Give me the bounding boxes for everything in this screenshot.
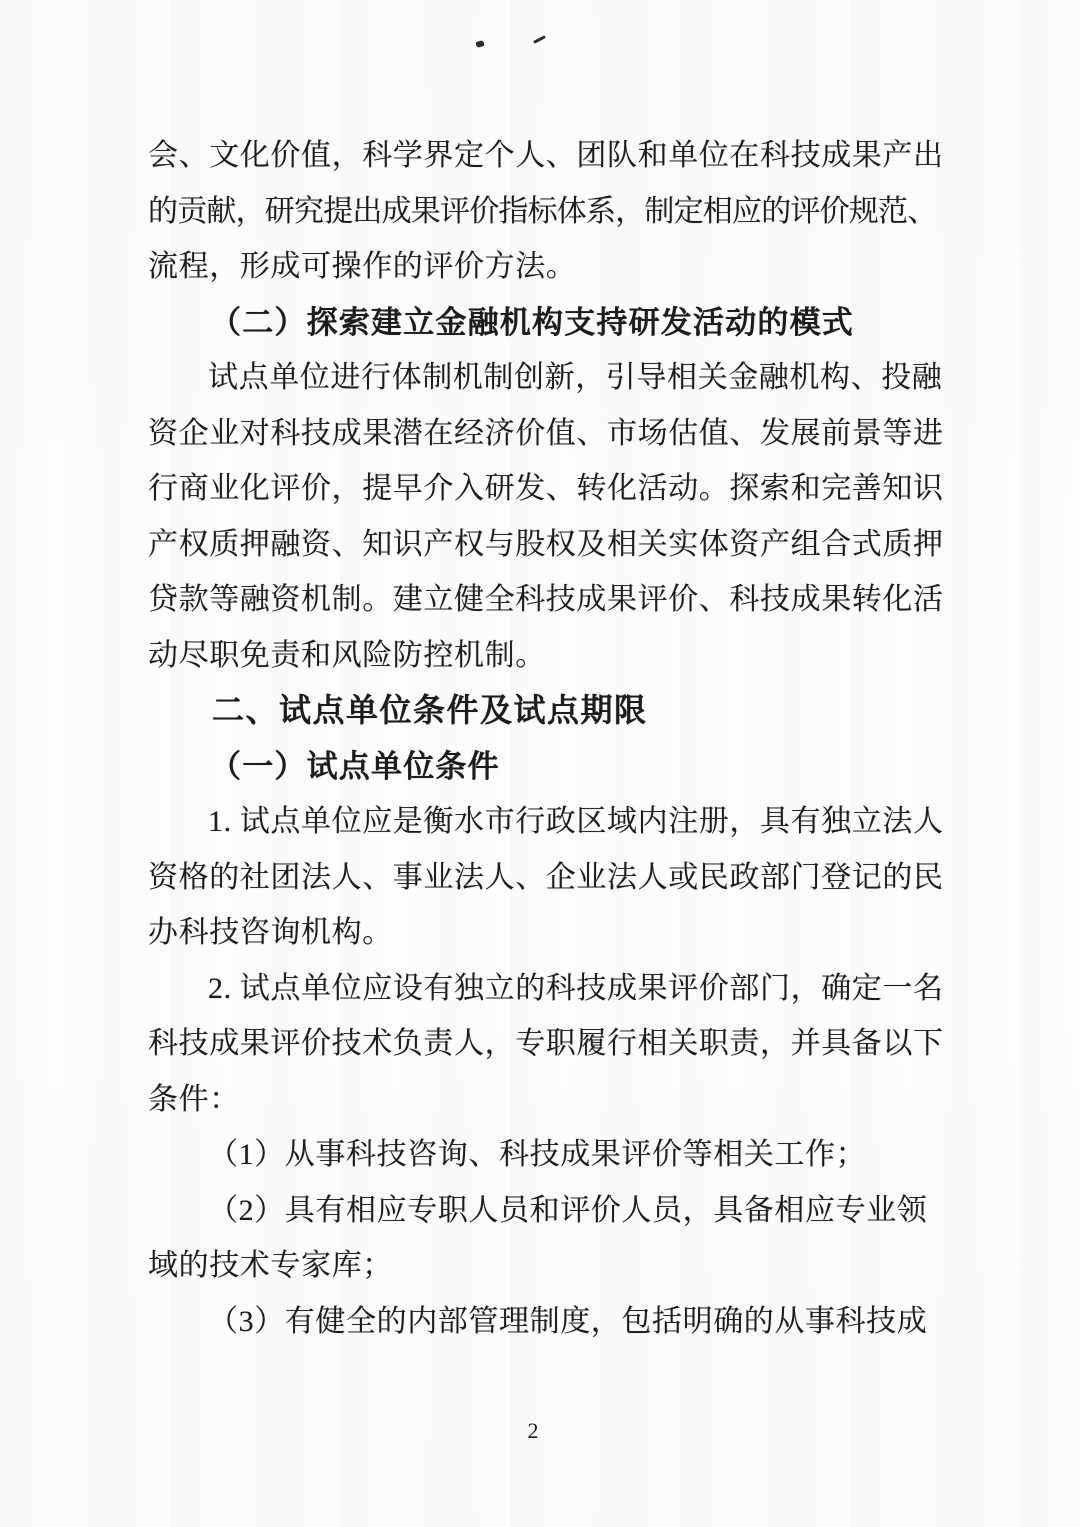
text-line: 办科技咨询机构。: [148, 916, 393, 949]
text-line: 科技成果评价技术负责人，专职履行相关职责，并具备以下: [148, 1027, 944, 1060]
text-line: （3）有健全的内部管理制度，包括明确的从事科技成: [208, 1304, 928, 1338]
text-line: 的贡献，研究提出成果评价指标体系，制定相应的评价规范、: [148, 194, 937, 228]
subsection-heading: （一）试点单位条件: [210, 748, 500, 784]
section-heading: 二、试点单位条件及试点期限: [212, 692, 648, 728]
ink-stroke-icon: [533, 35, 546, 44]
ink-speck-icon: [475, 40, 485, 48]
text-line: 贷款等融资机制。建立健全科技成果评价、科技成果转化活: [148, 583, 944, 616]
text-line: 试点单位进行体制机制创新，引导相关金融机构、投融: [208, 361, 943, 394]
text-line: 资格的社团法人、事业法人、企业法人或民政部门登记的民: [148, 860, 944, 894]
text-line: 流程，形成可操作的评价方法。: [148, 250, 577, 283]
text-line: 动尽职免责和风险防控机制。: [148, 638, 546, 672]
text-line: 1. 试点单位应是衡水市行政区域内注册，具有独立法人: [208, 805, 944, 838]
text-line: 资企业对科技成果潜在经济价值、市场估值、发展前景等进: [148, 416, 944, 450]
text-line: （1）从事科技咨询、科技成果评价等相关工作；: [208, 1138, 867, 1171]
section-heading: （二）探索建立金融机构支持研发活动的模式: [210, 304, 854, 340]
text-line: 会、文化价值，科学界定个人、团队和单位在科技成果产出: [148, 139, 944, 172]
page-number: 2: [527, 1418, 539, 1443]
text-line: 产权质押融资、知识产权与股权及相关实体资产组合式质押: [148, 527, 944, 561]
text-line: 2. 试点单位应设有独立的科技成果评价部门，确定一名: [208, 971, 944, 1005]
text-line: 行商业化评价，提早介入研发、转化活动。探索和完善知识: [148, 472, 944, 505]
text-line: 域的技术专家库；: [148, 1249, 393, 1282]
document-body: [148, 128, 952, 1349]
text-line: 条件：: [148, 1082, 240, 1116]
text-line: （2）具有相应专职人员和评价人员，具备相应专业领: [208, 1193, 928, 1227]
